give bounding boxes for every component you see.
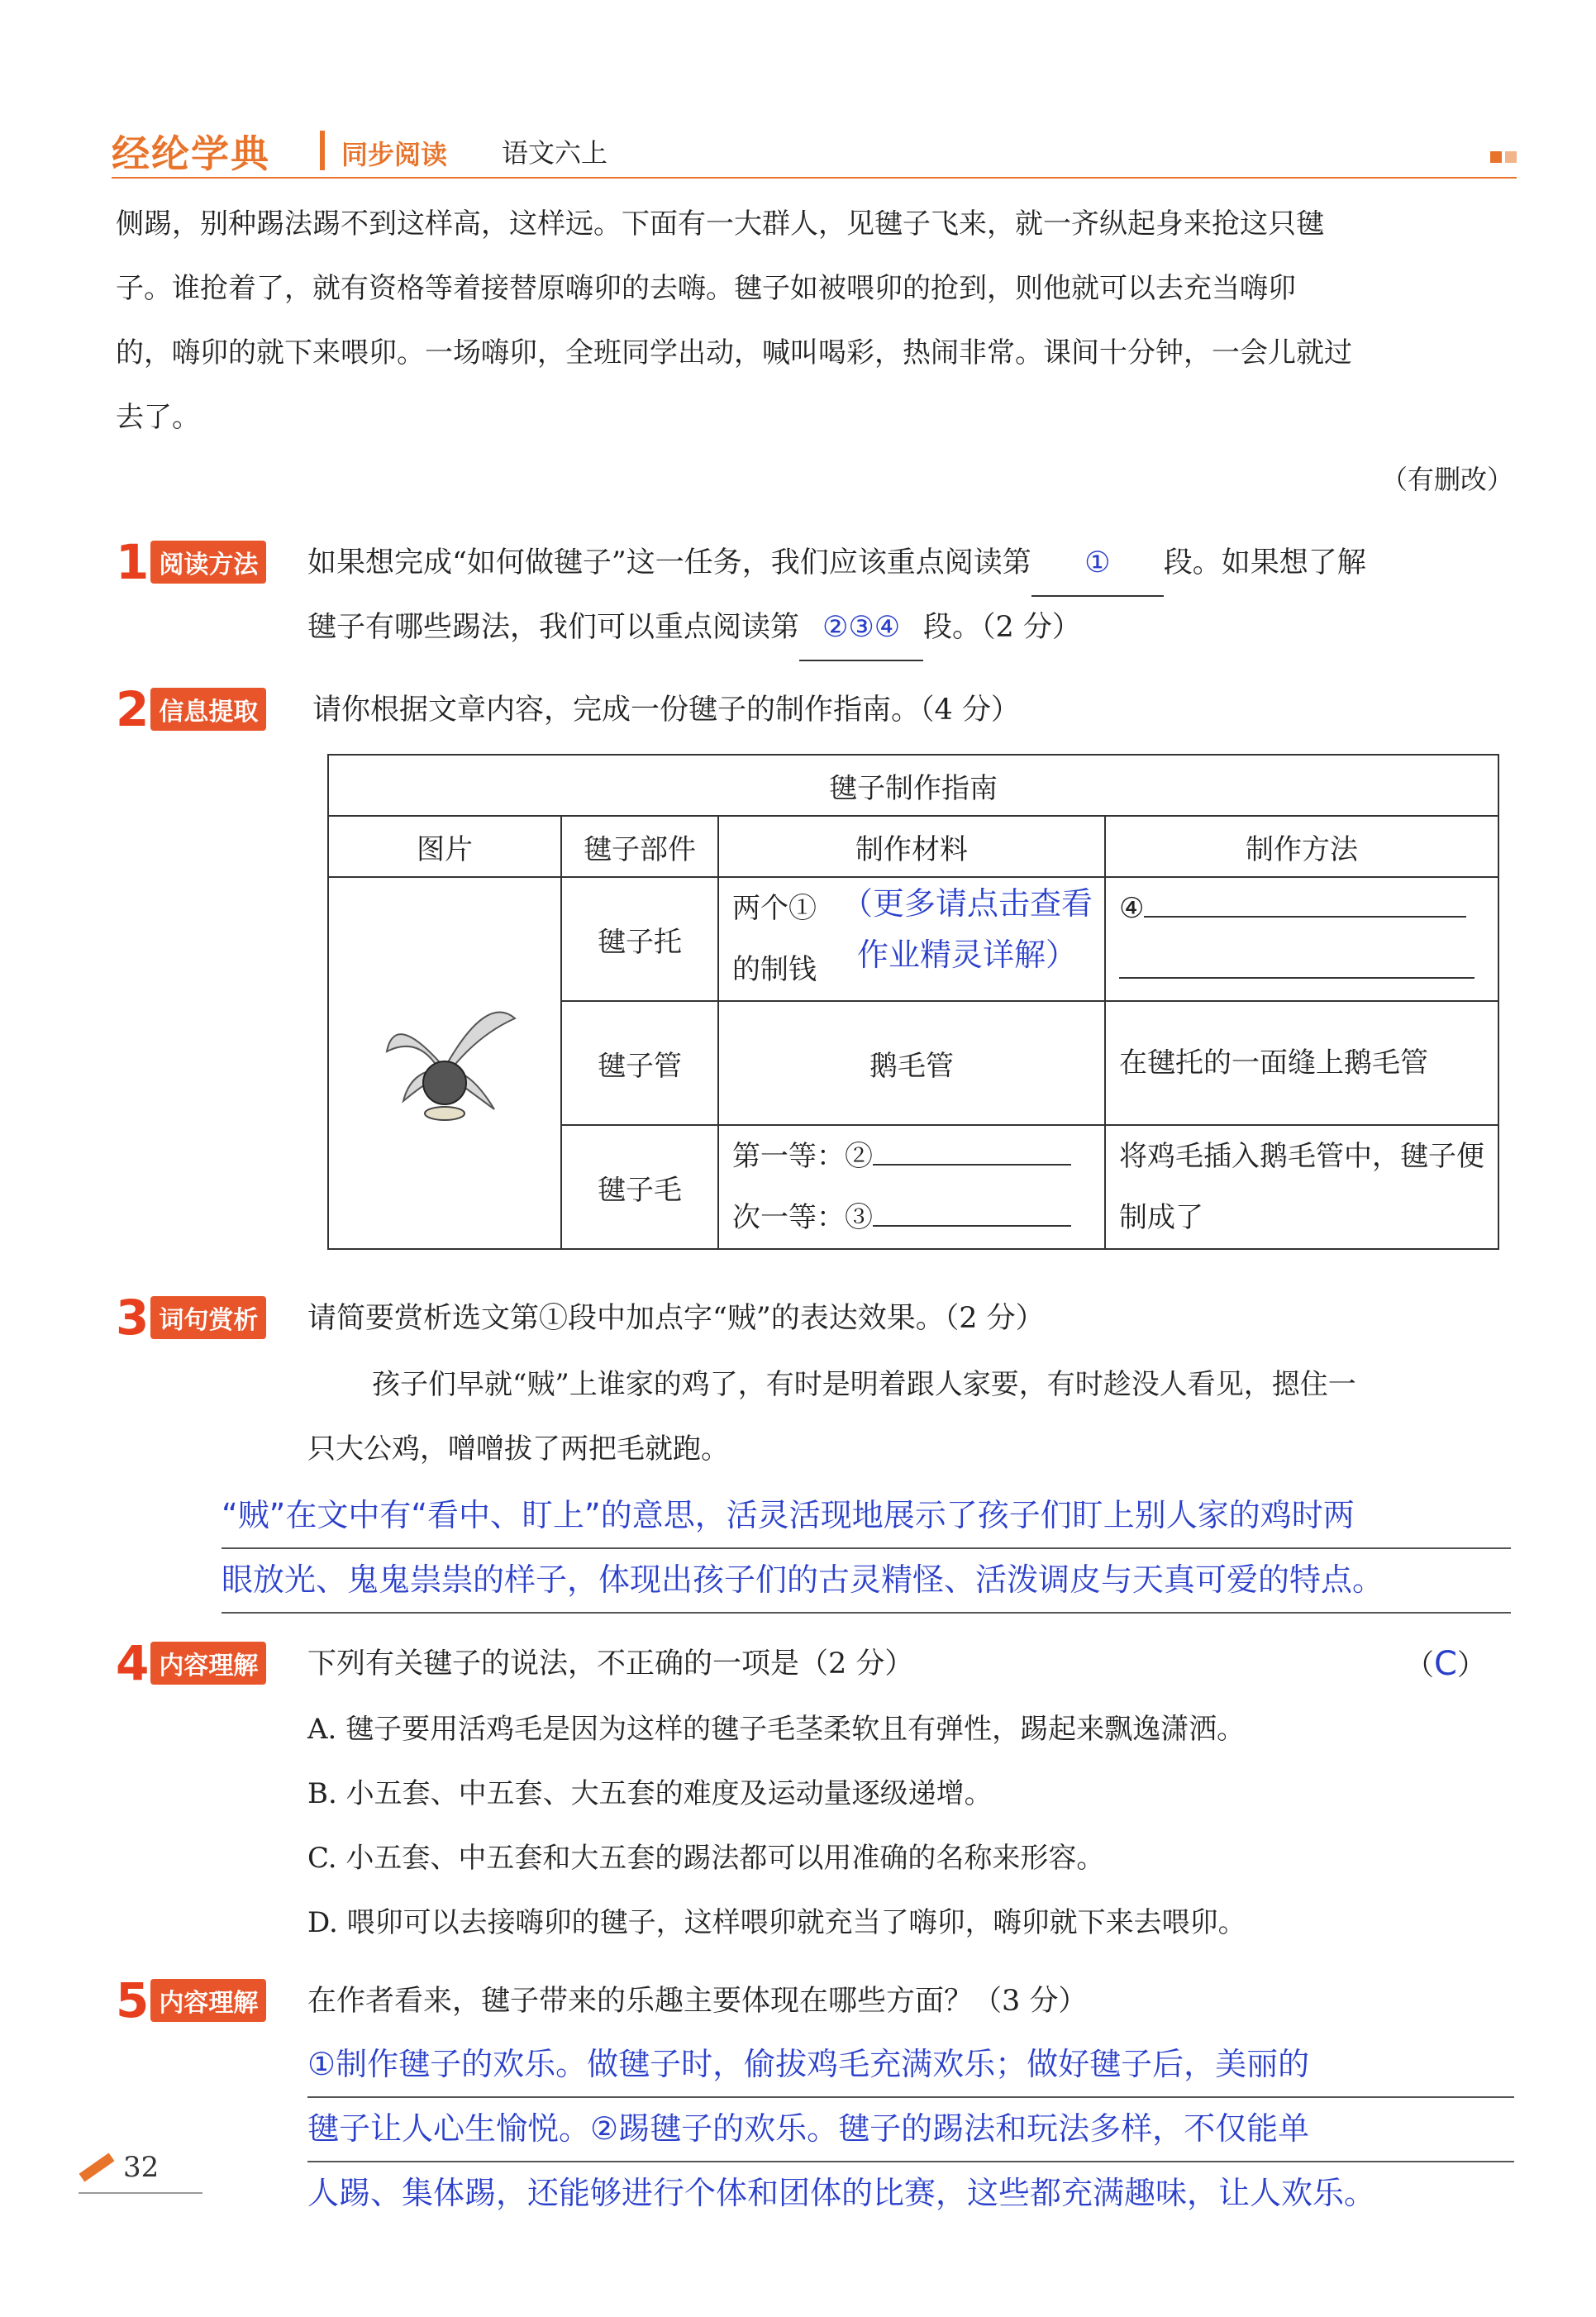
q1-question: 如果想完成“如何做毽子”这一任务，我们应该重点阅读第 ① 段。如果想了解 xyxy=(307,531,1514,597)
method-cell: 将鸡毛插入鹅毛管中，毽子便制成了 xyxy=(1105,1125,1498,1249)
shuttlecock-image xyxy=(328,877,561,1249)
header-divider xyxy=(320,131,325,170)
passage-line: 侧踢，别种踢法踢不到这样高，这样远。下面有一大群人，见毽子飞来，就一齐纵起身来抢这只毽 xyxy=(116,207,1324,241)
shuttlecock-icon xyxy=(362,977,527,1142)
q3-tag: 词句赏析 xyxy=(150,1296,266,1339)
page-number: 32 xyxy=(79,2151,159,2184)
option-c[interactable]: C. 小五套、中五套和大五套的踢法都可以用准确的名称来形容。 xyxy=(307,1842,1105,1875)
q4-answer: C xyxy=(1434,1645,1457,1683)
q3-question: 请简要赏析选文第①段中加点字“贼”的表达效果。（2 分） xyxy=(307,1302,1045,1335)
brand-logo: 经纶学典 xyxy=(112,131,270,176)
q4-question: 下列有关毽子的说法，不正确的一项是（2 分） xyxy=(307,1647,914,1681)
q3-quote: 孩子们早就“贼”上谁家的鸡了，有时是明着跟人家要，有时趁没人看见，摁住一 xyxy=(372,1368,1356,1401)
source-note: （有删改） xyxy=(1380,464,1513,495)
table-header: 制作方法 xyxy=(1105,816,1498,877)
table-title: 毽子制作指南 xyxy=(328,755,1498,816)
method-cell[interactable]: ④ xyxy=(1105,877,1498,1001)
q4-badge: 4 内容理解 xyxy=(116,1640,266,1686)
q1-badge: 1 阅读方法 xyxy=(116,539,266,585)
q5-tag: 内容理解 xyxy=(150,1979,266,2022)
q3-badge: 3 词句赏析 xyxy=(116,1294,266,1341)
method-cell: 在毽托的一面缝上鹅毛管 xyxy=(1105,1001,1498,1125)
material-cell: 两个① 的制钱 （更多请点击查看作业精灵详解） xyxy=(718,877,1105,1001)
material-cell: 鹅毛管 xyxy=(718,1001,1105,1125)
passage-line: 的，嗨卯的就下来喂卯。一场嗨卯，全班同学出动，喊叫喝彩，热闹非常。课间十分钟，一会儿就过 xyxy=(116,336,1352,369)
q2-tag: 信息提取 xyxy=(150,688,266,731)
subject-title: 语文六上 xyxy=(502,137,608,169)
passage-line: 子。谁抢着了，就有资格等着接替原嗨卯的去嗨。毽子如被喂卯的抢到，则他就可以去充当嗨卯 xyxy=(116,272,1296,305)
q5-answer-line[interactable]: 人踢、集体踢，还能够进行个体和团体的比赛，这些都充满趣味，让人欢乐。 xyxy=(307,2175,1376,2211)
q3-quote: 只大公鸡，噌噌拔了两把毛就跑。 xyxy=(307,1433,729,1466)
table-header: 图片 xyxy=(328,816,561,877)
q5-answer-line[interactable]: ①制作毽子的欢乐。做毽子时，偷拔鸡毛充满欢乐；做好毽子后，美丽的 xyxy=(307,2032,1514,2098)
q4-answer-box[interactable]: （C） xyxy=(1405,1645,1486,1683)
header-marks-icon xyxy=(1487,150,1517,166)
q5-question: 在作者看来，毽子带来的乐趣主要体现在哪些方面？（3 分） xyxy=(307,1985,1088,2018)
jianzi-guide-table xyxy=(327,754,1499,1250)
q1-tag: 阅读方法 xyxy=(150,541,266,584)
part-cell: 毽子管 xyxy=(561,1001,718,1125)
q2-badge: 2 信息提取 xyxy=(116,686,266,732)
page-header xyxy=(112,124,1517,182)
table-header: 毽子部件 xyxy=(561,816,718,877)
material-cell[interactable]: 第一等：② 次一等：③ xyxy=(718,1125,1105,1249)
q5-badge: 5 内容理解 xyxy=(116,1977,266,2024)
q2-question: 请你根据文章内容，完成一份毽子的制作指南。（4 分） xyxy=(312,694,1020,727)
option-a[interactable]: A. 毽子要用活鸡毛是因为这样的毽子毛茎柔软且有弹性，踢起来飘逸潇洒。 xyxy=(307,1713,1246,1746)
passage-line: 去了。 xyxy=(116,401,200,434)
header-rule xyxy=(112,177,1517,179)
option-b[interactable]: B. 小五套、中五套、大五套的难度及运动量逐级递增。 xyxy=(307,1777,993,1810)
q1-question-cont: 毽子有哪些踢法，我们可以重点阅读第 ②③④ 段。（2 分） xyxy=(307,595,1514,661)
series-title: 同步阅读 xyxy=(341,139,448,170)
pencil-icon xyxy=(79,2153,115,2181)
q1-answer-b[interactable]: ②③④ xyxy=(799,595,923,661)
q5-answer-line[interactable]: 毽子让人心生愉悦。②踢毽子的欢乐。毽子的踢法和玩法多样，不仅能单 xyxy=(307,2096,1514,2162)
footer-rule xyxy=(79,2192,202,2194)
q3-answer-line[interactable]: “贼”在文中有“看中、盯上”的意思，活灵活现地展示了孩子们盯上别人家的鸡时两 xyxy=(222,1483,1511,1549)
part-cell: 毽子托 xyxy=(561,877,718,1001)
part-cell: 毽子毛 xyxy=(561,1125,718,1249)
table-header: 制作材料 xyxy=(718,816,1105,877)
q3-answer-line[interactable]: 眼放光、鬼鬼祟祟的样子，体现出孩子们的古灵精怪、活泼调皮与天真可爱的特点。 xyxy=(222,1547,1511,1614)
q1-answer-a[interactable]: ① xyxy=(1031,531,1164,597)
option-d[interactable]: D. 喂卯可以去接嗨卯的毽子，这样喂卯就充当了嗨卯，嗨卯就下来去喂卯。 xyxy=(307,1906,1246,1939)
q4-tag: 内容理解 xyxy=(150,1642,266,1685)
watermark-note[interactable]: （更多请点击查看作业精灵详解） xyxy=(841,885,1093,973)
